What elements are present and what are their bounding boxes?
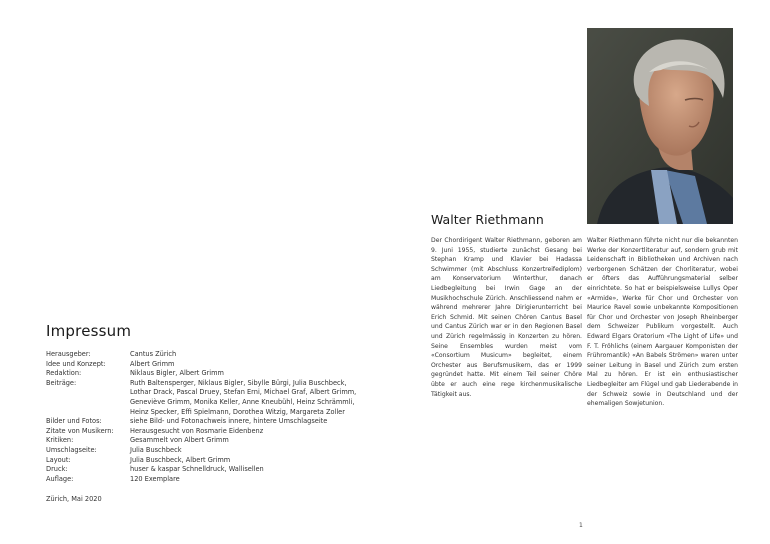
- impressum-row: [46, 369, 366, 379]
- impressum-row-label: Layout:: [46, 455, 71, 464]
- right-page: [385, 0, 770, 544]
- impressum-row-value: huser & kaspar Schnelldruck, Wallisellen: [130, 465, 264, 474]
- impressum-row-label: Kritiken:: [46, 436, 74, 445]
- impressum-row: [46, 427, 366, 437]
- impressum-row-label: Druck:: [46, 465, 68, 474]
- impressum-footer: Zürich, Mai 2020: [46, 495, 102, 503]
- impressum-row-value: 120 Exemplare: [130, 474, 180, 483]
- impressum-row-value: Herausgesucht von Rosmarie Eidenbenz: [130, 426, 264, 435]
- impressum-row: [46, 446, 366, 456]
- impressum-row-value: Albert Grimm: [130, 359, 175, 368]
- impressum-table: [46, 350, 366, 484]
- impressum-title: Impressum: [46, 322, 132, 340]
- impressum-row: [46, 456, 366, 466]
- impressum-row-label: Redaktion:: [46, 369, 82, 378]
- impressum-row-label: Bilder und Fotos:: [46, 417, 102, 426]
- impressum-row: [46, 436, 366, 446]
- impressum-row-value: Niklaus Bigler, Albert Grimm: [130, 369, 224, 378]
- impressum-row-value: Julia Buschbeck: [130, 445, 182, 454]
- impressum-row: [46, 417, 366, 427]
- impressum-row: [46, 379, 366, 417]
- impressum-row-label: Zitate von Musikern:: [46, 426, 114, 435]
- portrait-photo: [587, 28, 733, 224]
- impressum-row: [46, 465, 366, 475]
- impressum-row: [46, 350, 366, 360]
- impressum-row-label: Herausgeber:: [46, 350, 91, 358]
- impressum-row-value: Julia Buschbeck, Albert Grimm: [130, 455, 231, 464]
- portrait-illustration: [587, 28, 733, 224]
- impressum-row-label: Beiträge:: [46, 378, 77, 387]
- impressum-row-label: Auflage:: [46, 474, 74, 483]
- impressum-row-label: Umschlagseite:: [46, 445, 97, 454]
- biography-column-2: Walter Riethmann führte nicht nur die bekannten Werke der Konzertliteratur auf, sondern grub mit Leidenschaft in Bibliotheken und Archiven nach verborgenen Schätzen der Chorliteratur, wobei er öfters das Aufführungsmaterial selber einrichtete. So hat er beispielsweise Lullys Oper «Armide», Werke für Chor und Orchester von Maurice Ravel sowie unbekannte Kompositionen für Chor und Orchester von Joseph Rheinberger dem Schweizer Publikum vorgestellt. Auch Edward Elgars Oratorium «The Light of Life» und F. T. Fröhlichs (einem Aargauer Komponisten der Frühromantik) «An Babels Strömen» waren unter seiner Leitung in Basel und Zürich zum ersten Mal zu hören. Er ist ein enthusiastischer Liedbegleiter am Flügel und gab Liederabende in der Schweiz sowie in Deutschland und der ehemaligen Sowjetunion.: [587, 237, 738, 408]
- biography-column-1: Der Chordirigent Walter Riethmann, geboren am 9. Juni 1955, studierte zunächst Gesang bei Stephan Kramp und Klavier bei Hadassa Schwimmer (mit Abschluss Konzertreifediplom) am Konservatorium Winterthur, danach Liedbegleitung bei Irwin Gage an der Musikhochschule Zürich. Anschliessend nahm er während mehrerer Jahre Dirigierunterricht bei Erich Schmid. Mit seinen Chören Cantus Basel und Cantus Zürich war er in den Regionen Basel und Zürich regelmässig in Konzerten zu hören. Seine Ensembles wurden meist vom «Consortium Musicum» begleitet, einem Orchester aus Berufsmusikern, das er 1999 gegründet hatte. Mit einem Teil seiner Chöre übte er auch eine rege kirchenmusikalische Tätigkeit aus.: [431, 237, 582, 398]
- page-number: 1: [579, 522, 583, 529]
- impressum-row-label: Idee und Konzept:: [46, 359, 106, 368]
- impressum-row-value: Gesammelt von Albert Grimm: [130, 436, 229, 445]
- impressum-row-value: Cantus Zürich: [130, 350, 177, 358]
- impressum-row-value: siehe Bild- und Fotonachweis innere, hintere Umschlagseite: [130, 417, 328, 426]
- impressum-row: [46, 360, 366, 370]
- impressum-row: [46, 475, 366, 485]
- biography-name-heading: Walter Riethmann: [431, 212, 544, 227]
- impressum-row-value: Ruth Baltensperger, Niklaus Bigler, Sibylle Bürgi, Julia Buschbeck, Lothar Drack, Pascal Druey, Stefan Erni, Michael Graf, Albert Grimm, Geneviève Grimm, Monika Keller, Anne Kneubühl, Heinz Schrämmli, Heinz Specker, Effi Spielmann, Dorothea Witzig, Margareta Zoller: [130, 378, 357, 416]
